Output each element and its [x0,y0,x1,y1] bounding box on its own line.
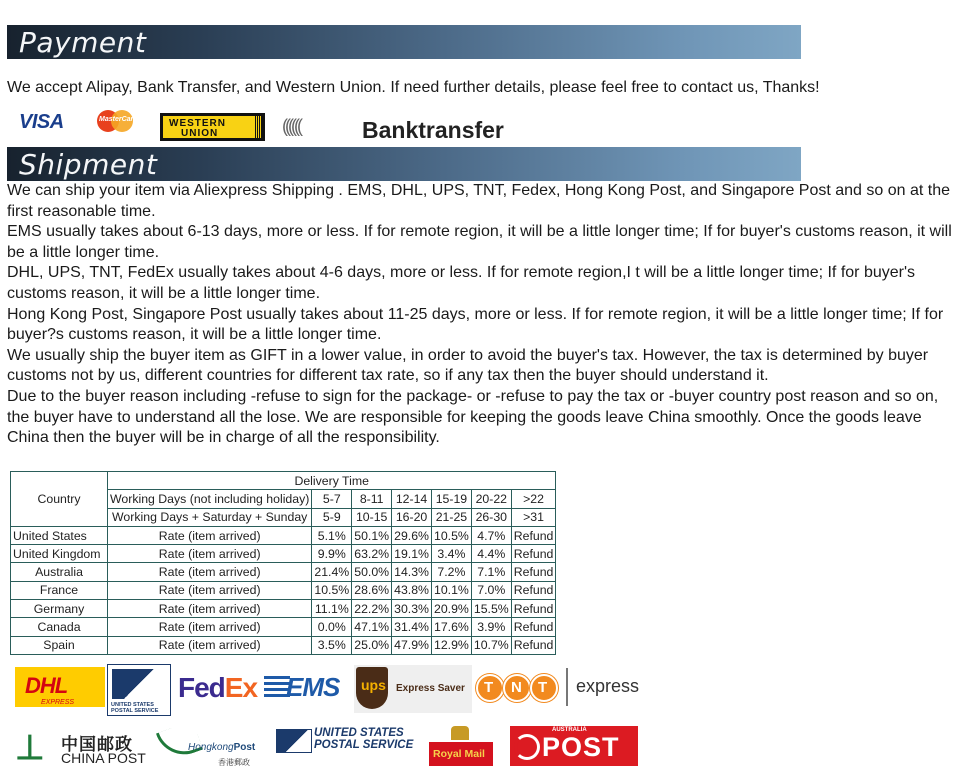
rate-cell: 12.9% [431,636,471,654]
tnt-letter: N [511,679,522,696]
rate-label: Rate (item arrived) [108,600,312,618]
delivery-time-table [10,471,556,655]
rate-label: Rate (item arrived) [108,581,312,599]
ems-logo [264,672,346,706]
rate-label: Rate (item arrived) [108,563,312,581]
rate-cell: Refund [511,526,556,544]
auspost-p-icon [514,734,540,760]
shipment-paragraph: Due to the buyer reason including -refuse to sign for the package- or -refuse to pay the tax or -buyer country post reason and so on, the buyer have to understand all the lose. We are responsible for keeping the goods leave China smoothly. Once the goods leave China then the buyer will be in charge of all the responsibility. [7,387,939,447]
usps-eagle-icon [112,669,166,699]
rate-cell: 4.4% [471,545,511,563]
country-name: Australia [11,563,108,581]
country-header: Country [11,472,108,527]
rate-cell: 25.0% [352,636,392,654]
crown-icon [451,726,469,740]
tnt-ring-icon [503,674,531,702]
australia-post-logo [510,726,638,766]
express-logo [566,668,648,706]
fedex-fe: Fed [178,672,225,703]
china-post-logo [15,727,155,771]
rate-cell: Refund [511,563,556,581]
western-union-line1: WESTERN [169,118,226,129]
rate-label: Rate (item arrived) [108,636,312,654]
range-cell: 16-20 [392,508,432,526]
usps-small-logo [107,664,171,716]
china-post-cn-label: 中国邮政 [61,735,133,754]
shipment-text [7,181,957,449]
rate-cell: 30.3% [392,600,432,618]
range-cell: 10-15 [352,508,392,526]
table-row [11,600,556,618]
hongkong-post-logo [160,726,270,772]
hongkong-post-cn-label: 香港郵政 [218,758,250,767]
rate-cell: 28.6% [352,581,392,599]
range-cell: 8-11 [352,490,392,508]
rate-cell: 22.2% [352,600,392,618]
rate-cell: 17.6% [431,618,471,636]
hongkong-post-label: HongkongPost [188,742,256,753]
working-days-label: Working Days (not including holiday) [108,490,312,508]
usps-small-label: UNITED STATES POSTAL SERVICE [111,702,159,714]
carrier-logos [0,660,965,779]
dhl-logo [15,667,105,707]
visa-logo: VISA [19,111,64,133]
table-header-row [11,472,556,490]
western-union-line2: UNION [181,128,219,139]
rate-cell: 10.1% [431,581,471,599]
rate-label: Rate (item arrived) [108,618,312,636]
tnt-letter: T [538,679,548,696]
rate-cell: 7.0% [471,581,511,599]
royal-mail-logo [429,726,493,770]
usps-large-logo [276,726,416,756]
rate-cell: 14.3% [392,563,432,581]
rate-cell: 7.1% [471,563,511,581]
shipment-title: Shipment [19,148,158,181]
dhl-express-label: EXPRESS [41,699,75,706]
rate-cell: 3.5% [312,636,352,654]
country-name: Spain [11,636,108,654]
rate-cell: 50.0% [352,563,392,581]
rate-cell: 21.4% [312,563,352,581]
country-name: France [11,581,108,599]
rate-cell: Refund [511,581,556,599]
express-label: express [576,676,640,696]
range-cell: 20-22 [471,490,511,508]
rate-cell: 4.7% [471,526,511,544]
rate-cell: 10.7% [471,636,511,654]
shipment-paragraph: We usually ship the buyer item as GIFT in a lower value, in order to avoid the buyer's tax. However, the tax is determined by buyer customs not by us, different countries for different tax rate, so if any tax then the buyer should understand it. [7,346,929,385]
post-label: POST [542,732,620,762]
rate-cell: 19.1% [392,545,432,563]
rate-cell: 63.2% [352,545,392,563]
rate-cell: 0.0% [312,618,352,636]
tnt-ring-icon [530,674,558,702]
rate-cell: 47.1% [352,618,392,636]
range-cell: 12-14 [392,490,432,508]
banktransfer-label: Banktransfer [362,117,504,143]
rate-cell: 3.4% [431,545,471,563]
table-row [11,563,556,581]
range-cell: 21-25 [431,508,471,526]
usps-eagle-icon [276,729,312,753]
country-name: United States [11,526,108,544]
table-row [11,545,556,563]
usps-large-label: UNITED STATES POSTAL SERVICE [314,727,414,751]
payment-title: Payment [19,26,147,59]
rate-cell: 47.9% [392,636,432,654]
china-post-mark-icon: ⊥ [15,729,45,767]
country-name: Canada [11,618,108,636]
rate-cell: Refund [511,600,556,618]
table-row [11,526,556,544]
rate-cell: Refund [511,636,556,654]
fedex-ex: Ex [224,672,258,703]
rate-cell: 29.6% [392,526,432,544]
rate-cell: 11.1% [312,600,352,618]
payment-intro: We accept Alipay, Bank Transfer, and Western Union. If need further details, please feel free to contact us, Thanks! [7,79,820,96]
tnt-ring-icon [476,674,504,702]
rate-cell: 10.5% [431,526,471,544]
australia-label: AUSTRALIA [552,727,587,733]
shipment-paragraph: Hong Kong Post, Singapore Post usually takes about 11-25 days, more or less. If for remote region, it will be a little longer time; If for buyer?s customs reason, it will be a little longer time. [7,305,944,344]
ups-express-saver-label: Express Saver [396,683,465,694]
range-cell: 5-9 [312,508,352,526]
ems-label: EMS [286,672,340,702]
shipment-paragraph: We can ship your item via Aliexpress Shipping . EMS, DHL, UPS, TNT, Fedex, Hong Kong Post, and Singapore Post and so on at the first reasonable time. [7,182,951,220]
rate-cell: 7.2% [431,563,471,581]
range-cell: >22 [511,490,556,508]
rate-cell: 3.9% [471,618,511,636]
table-row [11,618,556,636]
ups-logo [354,665,472,713]
rate-cell: 50.1% [352,526,392,544]
bank-wave-icon: (((((( [282,116,300,136]
country-name: Germany [11,600,108,618]
royal-mail-label: Royal Mail [433,748,485,760]
rate-cell: 31.4% [392,618,432,636]
table-row [11,636,556,654]
range-cell: 26-30 [471,508,511,526]
range-cell: 15-19 [431,490,471,508]
rate-cell: 15.5% [471,600,511,618]
ups-shield-icon [356,667,388,709]
rate-cell: 43.8% [392,581,432,599]
table-row [11,581,556,599]
tnt-letter: T [484,679,494,696]
rate-cell: Refund [511,545,556,563]
fedex-logo [178,672,257,704]
rate-cell: 5.1% [312,526,352,544]
rate-cell: 9.9% [312,545,352,563]
ups-label: ups [361,677,386,693]
rate-cell: 20.9% [431,600,471,618]
delivery-time-header: Delivery Time [108,472,556,490]
rate-label: Rate (item arrived) [108,526,312,544]
shipment-paragraph: DHL, UPS, TNT, FedEx usually takes about 4-6 days, more or less. If for remote region,I t will be a little longer time; If for buyer's customs reason, it will be a little longer time. [7,264,916,302]
mastercard-label: MasterCard [99,116,138,123]
country-name: United Kingdom [11,545,108,563]
western-union-logo [160,113,265,141]
china-post-en-label: CHINA POST [61,750,146,766]
payment-banner [7,25,801,59]
range-cell: 5-7 [312,490,352,508]
shipment-paragraph: EMS usually takes about 6-13 days, more or less. If for remote region, it will be a little longer time; If for buyer's customs reason, it will be a little longer time. [7,223,952,261]
tnt-logo [476,668,558,706]
payment-logos [0,108,965,146]
dhl-label: DHL [25,673,68,698]
mastercard-logo [97,110,138,132]
shipment-banner [7,147,801,181]
working-weekend-label: Working Days + Saturday + Sunday [108,508,312,526]
range-cell: >31 [511,508,556,526]
rate-cell: Refund [511,618,556,636]
rate-label: Rate (item arrived) [108,545,312,563]
rate-cell: 10.5% [312,581,352,599]
